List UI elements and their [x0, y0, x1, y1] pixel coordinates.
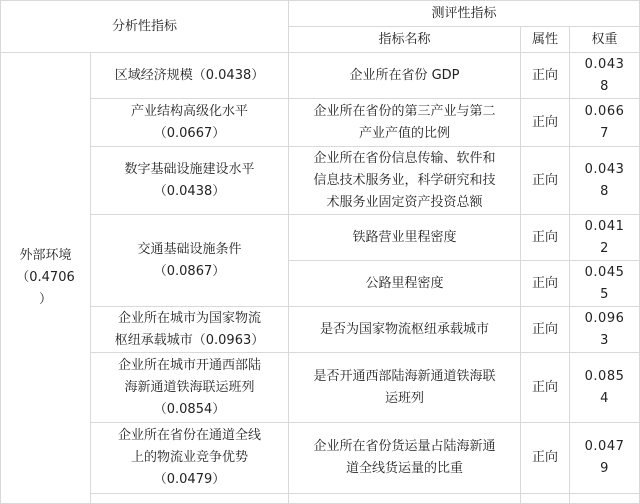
indicator-name-line: 企业所在省份 GDP: [349, 67, 460, 83]
weight-line: 8: [600, 183, 609, 199]
weight-cell: [570, 53, 640, 99]
analysis-line: （0.0438）: [153, 183, 226, 199]
analysis-cell: [91, 353, 289, 423]
truncated-cell: [91, 494, 289, 504]
indicator-name-header: 指标名称: [289, 27, 521, 53]
analysis-cell: [91, 215, 289, 307]
analysis-line: （0.0667）: [153, 125, 226, 141]
indicator-name-line: 是否开通西部陆海新通道铁海联: [313, 368, 496, 384]
analysis-line: 海新通道铁海联运班列: [124, 379, 255, 395]
analysis-line: 上的物流业竞争优势: [130, 450, 248, 465]
analysis-line: 企业所在省份在通道全线: [117, 428, 261, 443]
evaluation-indicator-header: 测评性指标: [289, 1, 640, 27]
attribute-cell: 正向: [521, 147, 570, 215]
analysis-cell: [91, 423, 289, 494]
indicator-name-line: 企业所在省份货运量占陆海新通: [313, 439, 496, 454]
indicator-name-line: 公路里程密度: [365, 275, 444, 291]
analysis-line: （0.0479）: [153, 472, 226, 487]
weight-line: 0.043: [584, 161, 625, 177]
indicator-name-line: 道全线货运量的比重: [345, 461, 463, 476]
attribute-header: 属性: [521, 27, 570, 53]
weight-line: 2: [600, 240, 609, 256]
analysis-line: 产业结构高级化水平: [130, 103, 248, 119]
attribute-cell: 正向: [521, 353, 570, 423]
analysis-cell: [91, 99, 289, 147]
group-name: 外部环境: [19, 248, 72, 263]
indicator-name-cell: [289, 99, 521, 147]
weight-line: 9: [600, 461, 609, 476]
indicator-name-line: 术服务业固定资产投资总额: [326, 194, 483, 210]
truncated-cell: [570, 494, 640, 504]
weight-cell: [570, 423, 640, 494]
weight-line: 4: [600, 390, 609, 406]
indicator-name-line: 产业产值的比例: [358, 125, 450, 141]
truncated-cell: [289, 494, 521, 504]
weight-line: 8: [600, 78, 609, 94]
weight-line: 3: [600, 332, 609, 348]
weight-line: 0.041: [584, 218, 625, 234]
indicator-name-cell: [289, 53, 521, 99]
indicator-name-line: 运班列: [384, 390, 424, 406]
analysis-cell: [91, 147, 289, 215]
weight-cell: [570, 353, 640, 423]
weight-line: 0.096: [584, 310, 625, 326]
indicator-name-line: 企业所在省份信息传输、软件和: [313, 150, 496, 166]
indicator-name-cell: [289, 147, 521, 215]
group-weight-close: ）: [38, 292, 52, 307]
weight-line: 0.043: [584, 56, 625, 72]
weight-cell: [570, 99, 640, 147]
analysis-line: 区域经济规模（0.0438）: [114, 67, 265, 83]
analysis-line: 数字基础设施建设水平: [124, 161, 255, 177]
analysis-line: （0.0867）: [153, 263, 226, 279]
analysis-cell: [91, 307, 289, 353]
analysis-line: 枢纽承载城市（0.0963）: [114, 332, 265, 348]
indicator-name-cell: [289, 307, 521, 353]
indicator-name-line: 铁路营业里程密度: [352, 229, 457, 245]
attribute-cell: 正向: [521, 261, 570, 307]
weight-line: 0.045: [584, 264, 625, 280]
indicator-name-cell: [289, 261, 521, 307]
weight-cell: [570, 147, 640, 215]
weight-line: 0.047: [584, 439, 625, 454]
attribute-cell: 正向: [521, 53, 570, 99]
analysis-indicator-header: 分析性指标: [1, 1, 289, 53]
attribute-cell: 正向: [521, 423, 570, 494]
attribute-cell: 正向: [521, 99, 570, 147]
weight-cell: [570, 307, 640, 353]
weight-cell: [570, 215, 640, 261]
analysis-line: （0.0854）: [153, 401, 226, 417]
analysis-line: 企业所在城市开通西部陆: [117, 357, 261, 373]
weight-line: 5: [600, 286, 609, 302]
weight-cell: [570, 261, 640, 307]
attribute-cell: 正向: [521, 215, 570, 261]
analysis-line: 交通基础设施条件: [137, 241, 242, 257]
weight-line: 7: [600, 125, 609, 141]
indicator-name-cell: [289, 423, 521, 494]
weight-line: 0.066: [584, 103, 625, 119]
indicator-name-cell: [289, 215, 521, 261]
analysis-line: 企业所在城市为国家物流: [117, 310, 261, 326]
truncated-cell: [521, 494, 570, 504]
indicator-name-cell: [289, 353, 521, 423]
indicator-name-line: 是否为国家物流枢纽承载城市: [319, 321, 489, 337]
weight-header: 权重: [570, 27, 640, 53]
attribute-cell: 正向: [521, 307, 570, 353]
group-weight: （0.4706: [16, 270, 75, 285]
weight-line: 0.085: [584, 368, 625, 384]
indicator-name-line: 信息技术服务业，科学研究和技: [313, 172, 496, 188]
analysis-cell: [91, 53, 289, 99]
group-cell-external-environment: [1, 53, 91, 504]
indicator-name-line: 企业所在省份的第三产业与第二: [313, 103, 496, 119]
